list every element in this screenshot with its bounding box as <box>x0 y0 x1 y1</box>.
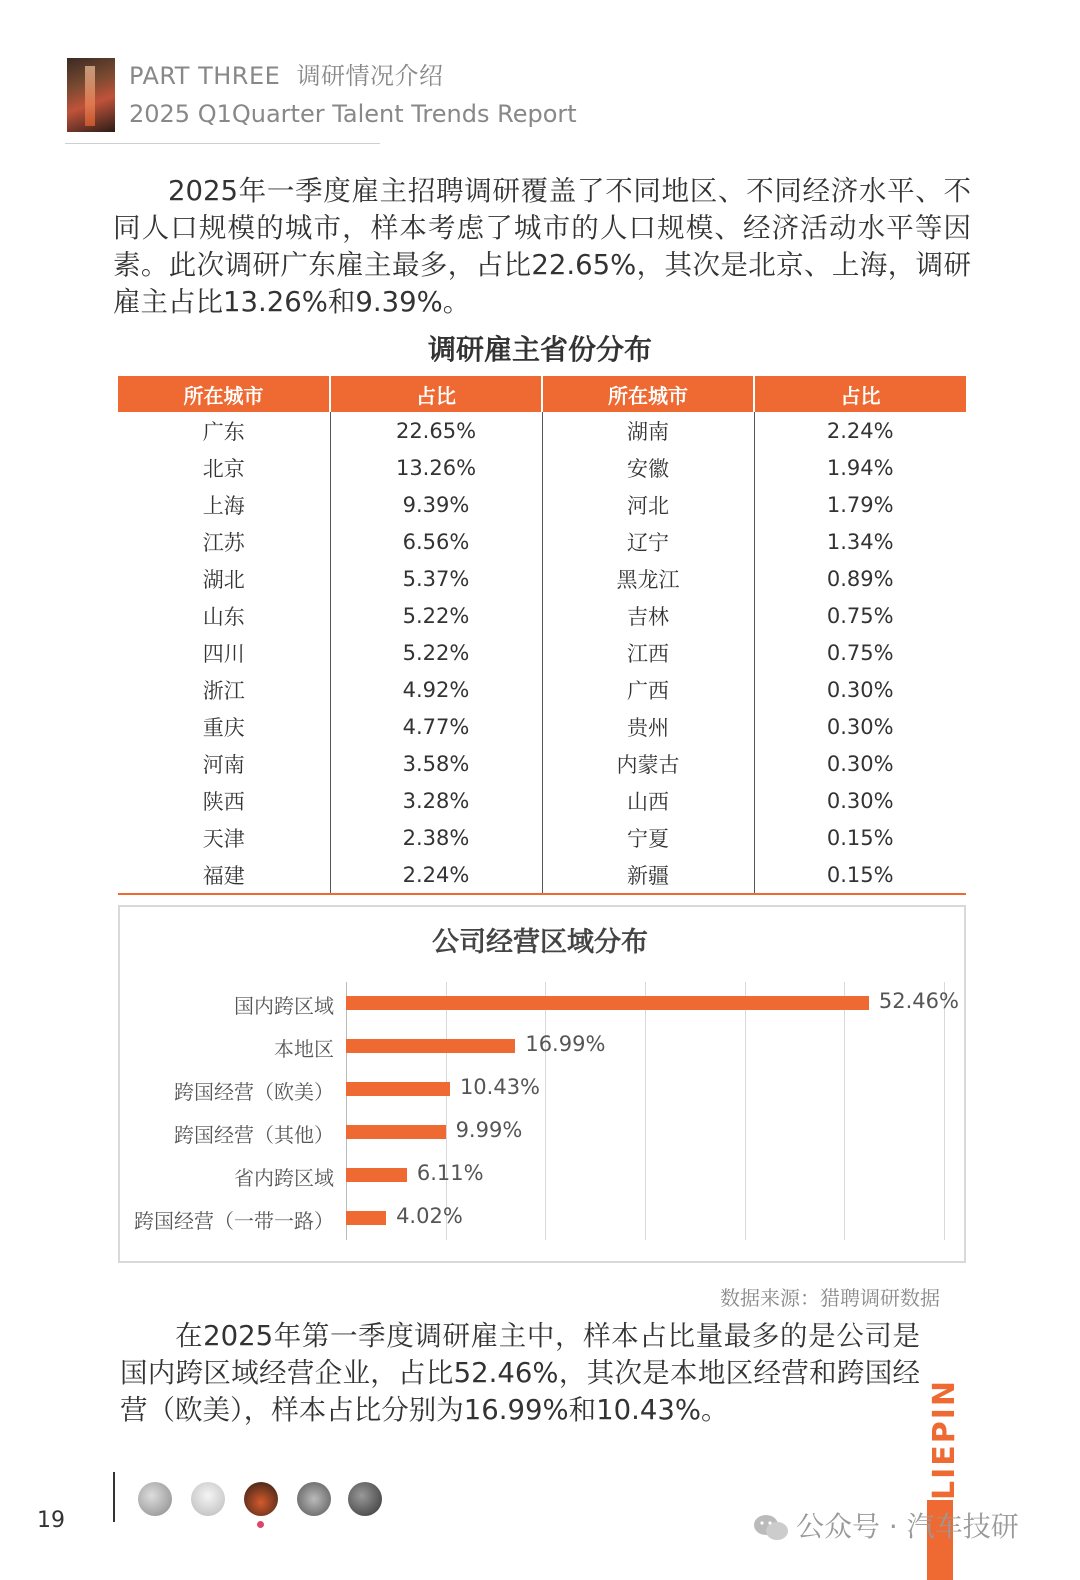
bar-category-label: 省内跨区域 <box>234 1166 334 1190</box>
cell-share-right: 0.30% <box>754 745 966 782</box>
cell-share-left: 4.92% <box>330 671 542 708</box>
cell-share-right: 0.30% <box>754 782 966 819</box>
page-number: 19 <box>37 1508 65 1533</box>
cell-share-right: 1.94% <box>754 449 966 486</box>
cell-city-right: 内蒙古 <box>542 745 754 782</box>
bar-value-label: 16.99% <box>525 1032 606 1056</box>
cell-city-left: 江苏 <box>202 530 245 555</box>
wechat-watermark <box>752 1505 1019 1545</box>
table-row <box>118 708 966 745</box>
cell-city-right: 湖南 <box>542 412 754 449</box>
cell-share-right: 0.15% <box>754 819 966 856</box>
cell-city-left: 河南 <box>202 752 245 777</box>
table-header-row <box>118 376 966 412</box>
cell-share-left: 22.65% <box>330 412 542 449</box>
brand-text: LIEPIN <box>927 1378 962 1500</box>
chart-axis <box>346 982 347 1240</box>
cell-share-right: 0.89% <box>754 560 966 597</box>
bar <box>346 996 869 1010</box>
bar-value-label: 4.02% <box>396 1204 463 1228</box>
section-label: 调研情况介绍 <box>296 62 444 90</box>
bar <box>346 1168 407 1182</box>
cell-share-left: 9.39% <box>330 486 542 523</box>
cell-share-left: 2.38% <box>330 819 542 856</box>
cell-city-left: 湖北 <box>202 567 245 592</box>
wechat-label: 公众号 · 汽车技研 <box>796 1510 1019 1543</box>
chart-gridline <box>844 982 845 1240</box>
bar-category-label: 本地区 <box>274 1037 334 1061</box>
chart-gridline <box>545 982 546 1240</box>
nav-thumbnail-5[interactable] <box>348 1482 382 1516</box>
chart-title: 公司经营区域分布 <box>432 927 648 958</box>
bar-value-label: 9.99% <box>455 1118 523 1142</box>
cell-share-left: 3.28% <box>330 782 542 819</box>
cell-city-right: 宁夏 <box>542 819 754 856</box>
brand-mark <box>927 1378 962 1580</box>
cell-city-left: 上海 <box>202 493 245 518</box>
cell-city-right: 辽宁 <box>542 523 754 560</box>
nav-thumbnail-3[interactable] <box>244 1482 278 1516</box>
bar-value-label: 10.43% <box>459 1075 541 1099</box>
cell-city-right: 广西 <box>542 671 754 708</box>
chart-gridline <box>446 982 447 1240</box>
cell-city-right: 江西 <box>542 634 754 671</box>
cell-city-left: 重庆 <box>202 715 245 740</box>
cell-share-left: 13.26% <box>330 449 542 486</box>
nav-thumbnail-4[interactable] <box>297 1482 331 1516</box>
table-row <box>118 597 966 634</box>
table-row <box>118 745 966 782</box>
cell-share-right: 0.30% <box>754 708 966 745</box>
intro-paragraph: 2025年一季度雇主招聘调研覆盖了不同地区、不同经济水平、不同人口规模的城市，样本考虑了城市的人口规模、经济活动水平等因素。此次调研广东雇主最多，占比22.65%，其次是北京、上海，调研雇主占比13.26%和9.39%。 <box>113 175 971 318</box>
cell-city-right: 安徽 <box>542 449 754 486</box>
cell-city-right: 黑龙江 <box>542 560 754 597</box>
table-row <box>118 634 966 671</box>
bar <box>346 1039 515 1053</box>
col-header-share-left: 占比 <box>330 376 542 412</box>
cell-share-right: 1.79% <box>754 486 966 523</box>
chart-gridline <box>745 982 746 1240</box>
cell-city-left: 广东 <box>202 419 245 444</box>
cell-share-left: 2.24% <box>330 856 542 894</box>
chart-gridline <box>944 982 945 1240</box>
cell-city-left: 陕西 <box>202 789 245 814</box>
cell-share-left: 3.58% <box>330 745 542 782</box>
data-source-note: 数据来源：猎聘调研数据 <box>720 1286 940 1310</box>
nav-thumbnail-2[interactable] <box>191 1482 225 1516</box>
cell-share-left: 5.22% <box>330 634 542 671</box>
table-title: 调研雇主省份分布 <box>427 333 652 366</box>
table-row <box>118 560 966 597</box>
province-distribution-table <box>118 376 966 895</box>
footer-divider <box>113 1472 115 1522</box>
bar-category-label: 跨国经营（欧美） <box>174 1080 334 1104</box>
bar-value-label: 52.46% <box>878 989 959 1013</box>
bar-category-label: 国内跨区域 <box>234 994 334 1018</box>
cell-share-right: 2.24% <box>754 412 966 449</box>
cell-share-right: 0.15% <box>754 856 966 894</box>
cell-share-right: 1.34% <box>754 523 966 560</box>
header-divider <box>65 143 380 144</box>
active-page-indicator <box>257 1521 264 1528</box>
cell-city-left: 福建 <box>118 856 330 894</box>
table-row <box>118 449 966 486</box>
cell-share-right: 0.30% <box>754 671 966 708</box>
cell-city-left: 山东 <box>202 604 245 629</box>
section-heading <box>129 56 444 91</box>
cell-share-left: 6.56% <box>330 523 542 560</box>
bar-value-label: 6.11% <box>416 1161 484 1185</box>
cell-share-right: 0.75% <box>754 634 966 671</box>
table-row <box>118 782 966 819</box>
header-thumbnail-image <box>67 58 115 132</box>
chart-gridline <box>645 982 646 1240</box>
cell-city-right: 贵州 <box>542 708 754 745</box>
bar-category-label: 跨国经营（其他） <box>174 1123 334 1147</box>
table-row <box>118 486 966 523</box>
table-row <box>118 819 966 856</box>
cell-city-left: 四川 <box>202 641 245 666</box>
report-subtitle: 2025 Q1Quarter Talent Trends Report <box>129 100 577 128</box>
table-row <box>118 671 966 708</box>
cell-city-right: 新疆 <box>542 856 754 894</box>
cell-city-left: 浙江 <box>202 678 245 703</box>
cell-share-left: 4.77% <box>330 708 542 745</box>
cell-city-left: 北京 <box>202 456 245 481</box>
table-row <box>118 856 966 894</box>
bar-category-label: 跨国经营（一带一路） <box>134 1209 334 1233</box>
bar <box>346 1211 386 1225</box>
col-header-share-right: 占比 <box>754 376 966 412</box>
col-header-city-left: 所在城市 <box>118 376 330 412</box>
cell-city-left: 天津 <box>202 826 245 851</box>
cell-city-right: 吉林 <box>542 597 754 634</box>
cell-city-right: 河北 <box>542 486 754 523</box>
closing-paragraph: 在2025年第一季度调研雇主中，样本占比量最多的是公司是国内跨区域经营企业，占比52.46%，其次是本地区经营和跨国经营（欧美），样本占比分别为16.99%和10.43%。 <box>120 1320 920 1426</box>
col-header-city-right: 所在城市 <box>542 376 754 412</box>
table-row <box>118 523 966 560</box>
part-label: PART THREE <box>129 62 281 90</box>
cell-city-right: 山西 <box>542 782 754 819</box>
bar <box>346 1082 450 1096</box>
cell-share-right: 0.75% <box>754 597 966 634</box>
bar <box>346 1125 446 1139</box>
cell-share-left: 5.37% <box>330 560 542 597</box>
cell-share-left: 5.22% <box>330 597 542 634</box>
table-row <box>118 412 966 449</box>
nav-thumbnail-1[interactable] <box>138 1482 172 1516</box>
wechat-icon <box>752 1513 790 1543</box>
